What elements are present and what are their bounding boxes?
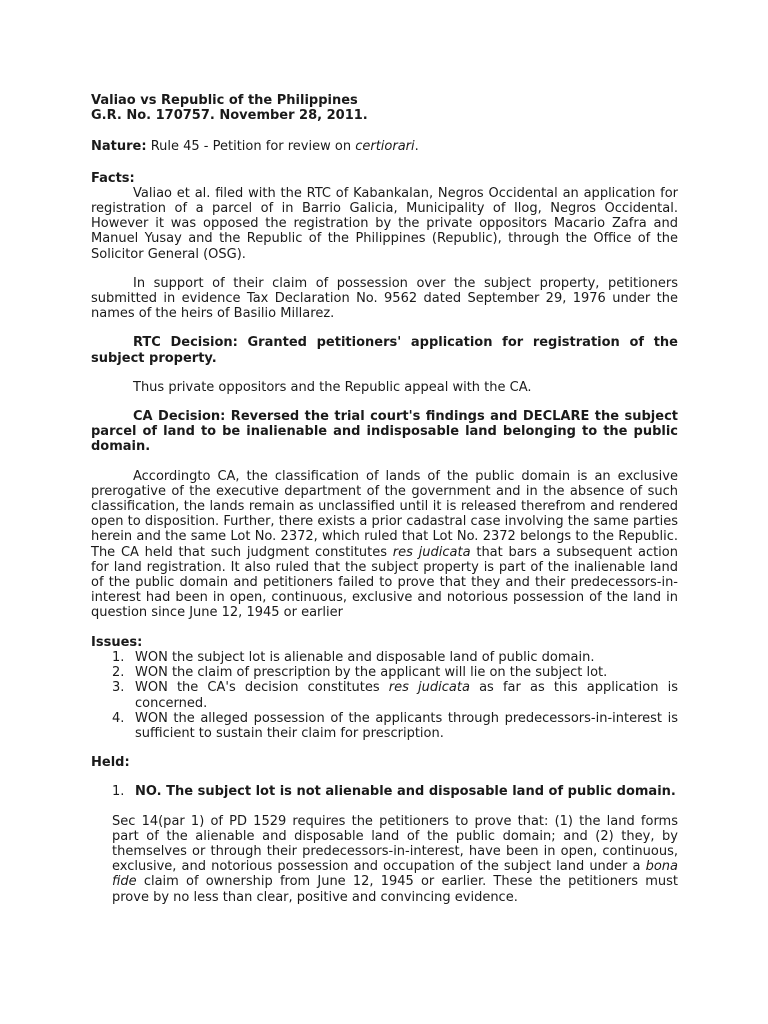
issues-heading: Issues: (91, 634, 143, 650)
issue-item (91, 665, 678, 680)
issue-text: WON the subject lot is alienable and disposable land of public domain. (135, 649, 595, 665)
issue-number: 3. (112, 680, 125, 696)
ca-reasoning-text: Accordingto CA, the classification of lands of the public domain is an exclusive prerogative of the executive department of the government and in the absence of such classification, the lands remain as unclassified until it is released therefrom and rendered open to disposition. Further, there exists a prior cadastral case involving the same parties herein and the same Lot No. 2372, which ruled that Lot No. 2372 belongs to the Republic. The CA held that such judgment constitutes (91, 468, 678, 560)
held-item (91, 784, 678, 799)
ca-reasoning-text-end: that bars a subsequent action for land registration. It also ruled that the subject property is part of the inalienable land of the public domain and petitioners failed to prove that they and their predecessors-in-interest had been in open, continuous, exclusive and notorious possession of the land in question since June 12, 1945 or earlier (91, 544, 678, 621)
nature-label: Nature: (91, 139, 147, 155)
issue-item (91, 711, 678, 741)
document-page (91, 93, 678, 905)
issue-number: 4. (112, 710, 125, 726)
facts-paragraph-2: In support of their claim of possession over the subject property, petitioners submitted in evidence Tax Declaration No. 9562 dated September 29, 1976 under the names of the heirs of Basilio Millarez. (91, 275, 678, 322)
issue-italic: res judicata (388, 680, 470, 696)
nature-italic: certiorari (355, 139, 415, 155)
facts-paragraph-1: Valiao et al. filed with the RTC of Kabankalan, Negros Occidental an application for registration of a parcel of in Barrio Galicia, Municipality of Ilog, Negros Occidental. However it was opposed the registration by the private oppositors Macario Zafra and Manuel Yusay and the Republic of the Philippines (Republic), through the Office of the Solicitor General (OSG). (91, 185, 678, 262)
ca-decision: CA Decision: Reversed the trial court's findings and DECLARE the subject parcel of land to be inalienable and indisposable land belonging to the public domain. (91, 409, 678, 455)
ca-reasoning-italic: res judicata (392, 544, 471, 560)
issue-text-end: as far as this application is concerned. (135, 680, 678, 711)
held-body-text: Sec 14(par 1) of PD 1529 requires the petitioners to prove that: (1) the land forms part of the alienable and disposable land of the public domain; and (2) they, by themselves or through their predecessors-in-interest, have been in open, continuous, exclusive, and notorious possession and occupation of the subject land under a (112, 813, 678, 875)
issue-item (91, 680, 678, 710)
ca-reasoning-paragraph (91, 469, 678, 621)
rtc-decision: RTC Decision: Granted petitioners' application for registration of the subject property. (91, 335, 678, 366)
nature-line (91, 139, 678, 154)
held-body-italic: bona fide (112, 859, 678, 890)
case-gr-number: G.R. No. 170757. November 28, 2011. (91, 108, 368, 124)
facts-heading: Facts: (91, 170, 135, 186)
issue-item (91, 650, 678, 665)
issue-number: 2. (112, 665, 125, 681)
nature-text: Rule 45 - Petition for review on (146, 139, 356, 155)
held-body-text-end: claim of ownership from June 12, 1945 or earlier. These the petitioners must prove by no less than clear, positive and convincing evidence. (112, 874, 678, 905)
issues-list (91, 650, 678, 741)
issue-text: WON the CA's decision constitutes (135, 680, 389, 696)
appeal-paragraph: Thus private oppositors and the Republic appeal with the CA. (133, 379, 532, 395)
nature-end: . (414, 139, 419, 155)
issue-text: WON the alleged possession of the applicants through predecessors-in-interest is sufficient to sustain their claim for prescription. (135, 710, 678, 741)
case-title: Valiao vs Republic of the Philippines (91, 93, 358, 108)
held-number: 1. (112, 784, 125, 800)
held-heading: Held: (91, 755, 130, 771)
held-ruling: NO. The subject lot is not alienable and disposable land of public domain. (135, 784, 676, 800)
held-body-paragraph (91, 814, 678, 905)
issue-text: WON the claim of prescription by the applicant will lie on the subject lot. (135, 665, 608, 681)
issue-number: 1. (112, 649, 125, 665)
